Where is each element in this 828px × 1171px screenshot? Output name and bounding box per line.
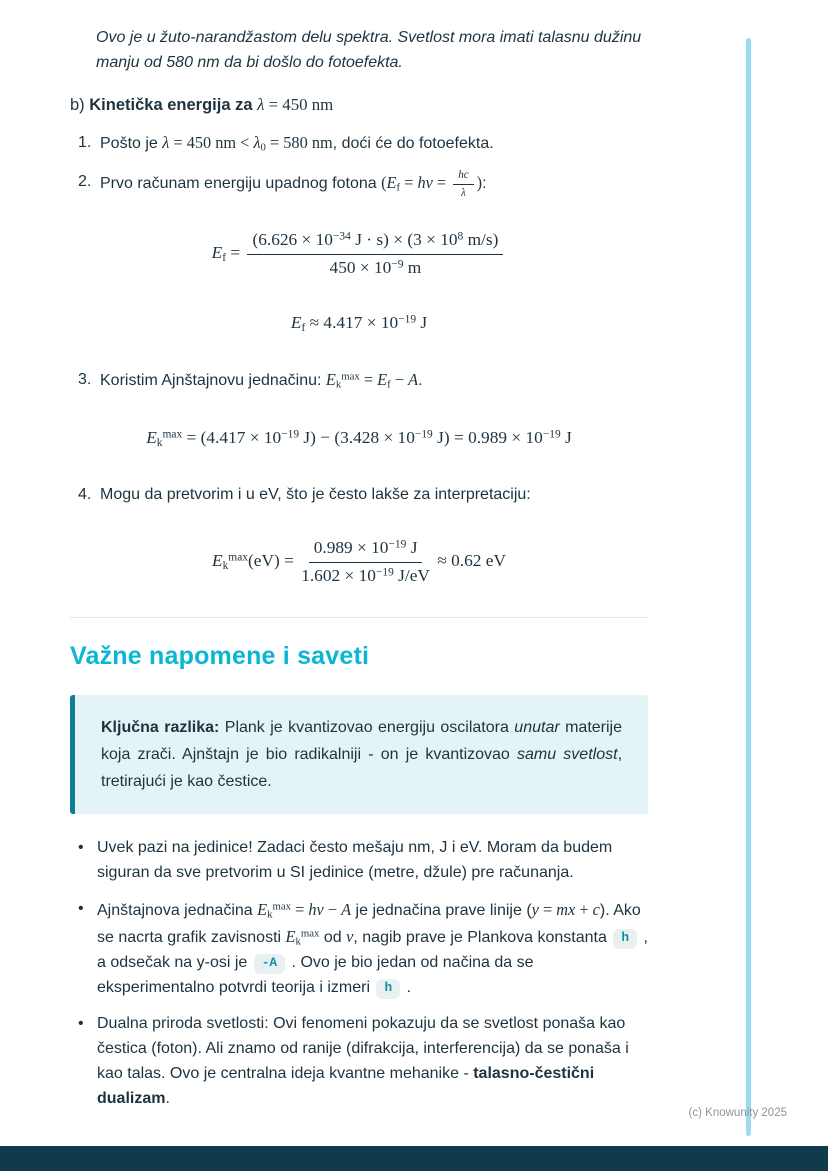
step-text: Koristim Ajnštajnovu jednačinu: $E_k^{max} = E_f - A$. (100, 370, 423, 392)
step-number: 3. (78, 371, 92, 389)
callout-text: Ključna razlika: Plank je kvantizovao energiju oscilatora unutar materije koja zrači. Ajnštajn je bio radikalniji - on je kvantizovao samu svetlost, tretirajući je kao čestice. (101, 718, 623, 791)
bullet-marker: • (78, 839, 84, 857)
bullet-item-einstein-line (78, 897, 648, 1001)
formula-kinetic-energy: $E_k^{max} = (4.417 \times 10^{-19}$ $J) - (3.428 \times 10^{-19}$ $J) = 0.989 \times 10^{-19}$ J (146, 428, 572, 449)
ordered-list-item-1 (78, 130, 648, 157)
bottom-bar (0, 1146, 828, 1171)
step-number: 1. (78, 134, 92, 152)
part-b-heading: b) Kinetička energija za λ = 450 nm (70, 94, 334, 114)
notes-section-heading: Važne napomene i saveti (70, 642, 370, 671)
ordered-list-item-3 (78, 367, 648, 394)
ordered-list-item-2 (78, 169, 648, 200)
section-divider (70, 617, 648, 618)
document-content (70, 26, 648, 1123)
ordered-list-item-4 (78, 482, 648, 507)
bullet-text: Ajnštajnova jednačina $E_k^{max} = h\nu - A$ je jednačina prave linije (y = mx + c). Ako se nacrta grafik zavisnosti $E_k^{max}$ od ν, nagib prave je Plankova konstanta h , a odsečak na y-osi je -A . Ovo je bio jedan od načina da se eksperimentalno potvrdi teorija i izmeri h . (97, 897, 648, 1001)
step-text: Prvo računam energiju upadnog fotona ($E_f = h\nu$ = $\frac{hc}{\lambda}$ ): (100, 168, 487, 199)
bullet-text: Dualna priroda svetlosti: Ovi fenomeni pokazuju da se svetlost ponaša kao čestica (foton). Ali znamo od ranije (difrakcija, interferencija) da se ponaša i kao talas. Ovo je centralna ideja kvantne mehanike - talasno-čestični dualizam. (97, 1015, 629, 1107)
bullet-item-units (78, 836, 648, 886)
intro-note: Ovo je u žuto-narandžastom delu spektra. Svetlost mora imati talasnu dužinu manju od 580 nm da bi došlo do fotoefekta. (96, 29, 642, 71)
page-edge-line (746, 38, 751, 1136)
formula-photon-energy: $E_f$ = $\frac{(6.626 \times 10^{-34} J \cdot s) \times (3 \times 10^8 m/s)}{450 \times 10^{-9} m}$ (70, 229, 648, 279)
bullet-marker: • (78, 900, 84, 918)
step-number: 2. (78, 172, 92, 190)
bullet-marker: • (78, 1015, 84, 1033)
bullet-text: Uvek pazi na jedinice! Zadaci često mešaju nm, J i eV. Moram da budem siguran da sve pretvorim u SI jedinice (metre, džule) pre računanja. (97, 839, 613, 882)
notes-bullet-list (70, 836, 648, 1112)
key-difference-callout (70, 695, 648, 815)
bullet-item-duality (78, 1012, 648, 1112)
step-number: 4. (78, 485, 92, 503)
formula-ev-conversion: $E_k^{max}(eV)$ = $\frac{0.989 \times 10^{-19} J}{1.602 \times 10^{-19} J/eV}$ ≈ 0.62 eV (211, 538, 506, 585)
copyright-credit: (c) Knowunity 2025 (688, 1107, 787, 1119)
step-text: Pošto je λ = 450 nm < $\lambda_0 = 580$ nm, doći će do fotoefekta. (100, 133, 494, 154)
formula-photon-energy-result: $E_f \approx 4.417 \times 10^{-19}$ J (290, 313, 428, 335)
step-text: Mogu da pretvorim i u eV, što je često lakše za interpretaciju: (100, 485, 531, 503)
